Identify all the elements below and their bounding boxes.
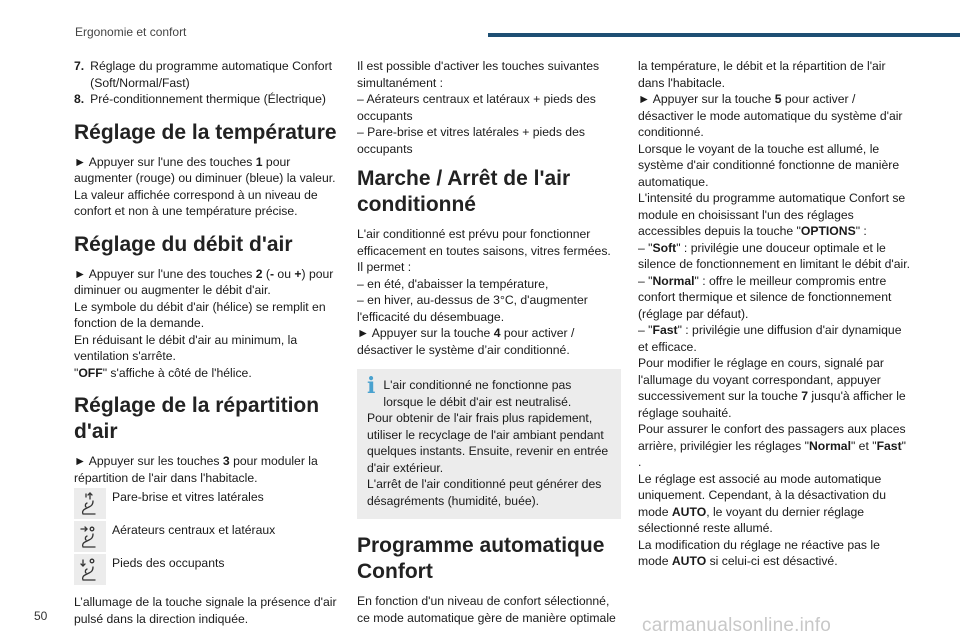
list-item-text: Pré-conditionnement thermique (Électrique): [90, 92, 326, 106]
heading-comfort-program: Programme automatique Confort: [357, 534, 605, 583]
distribution-option: [74, 554, 340, 585]
info-icon: i: [367, 373, 376, 399]
paragraph: ► Appuyer sur les touches 3 pour moduler la répartition de l'air dans l'habitacle.: [74, 454, 318, 485]
paragraph: ► Appuyer sur la touche 5 pour activer / désactiver le mode automatique du système d'air conditionné.: [638, 92, 903, 139]
paragraph: Pour assurer le confort des passagers aux places arrière, privilégier les réglages "Normal" et "Fast" .: [638, 422, 906, 469]
paragraph: ► Appuyer sur l'une des touches 1 pour augmenter (rouge) ou diminuer (bleue) la valeur.: [74, 154, 336, 185]
list-item: – en été, d'abaisser la température,: [357, 276, 549, 291]
paragraph: "OFF" s'affiche à côté de l'hélice.: [74, 365, 252, 380]
heading-air-distribution: Réglage de la répartition d'air: [74, 394, 320, 443]
paragraph: Le réglage est associé au mode automatique uniquement. Cependant, à la désactivation du mode AUTO, le voyant du dernier réglage sélectionné reste allumé.: [638, 471, 886, 535]
column-right: [638, 58, 912, 570]
distribution-option: [74, 488, 340, 519]
heading-air-conditioning: Marche / Arrêt de l'air conditionné: [357, 167, 571, 216]
list-item: [74, 91, 340, 108]
column-middle: [357, 58, 621, 626]
paragraph: En fonction d'un niveau de confort sélectionné, ce mode automatique gère de manière optimale: [357, 594, 616, 625]
list-item-number: 8.: [74, 92, 85, 106]
list-item: [74, 58, 340, 91]
list-item-number: 7.: [74, 59, 85, 73]
paragraph: Pour modifier le réglage en cours, signalé par l'allumage du voyant correspondant, appuyer successivement sur la touche 7 jusqu'à afficher le réglage souhaité.: [638, 356, 906, 420]
list-item: – "Soft" : privilégie une douceur optimale et le silence de fonctionnement en limitant le débit d'air.: [638, 240, 910, 271]
page-number: 50: [34, 609, 48, 623]
header-accent-bar: [488, 33, 960, 37]
section-header: Ergonomie et confort: [75, 25, 187, 39]
info-text: Pour obtenir de l'air frais plus rapidement, utiliser le recyclage de l'air ambiant pendant quelques instants. Ensuite, revenir en entrée d'air extérieur.: [367, 411, 609, 475]
paragraph: ► Appuyer sur l'une des touches 2 (- ou +) pour diminuer ou augmenter le débit d'air.: [74, 266, 334, 297]
paragraph: Il permet :: [357, 260, 412, 274]
paragraph: La modification du réglage ne réactive pas le mode AUTO si celui-ci est désactivé.: [638, 537, 880, 568]
windscreen-airflow-icon: [74, 488, 106, 519]
paragraph: L'air conditionné est prévu pour fonctionner efficacement en toutes saisons, vitres fermées.: [357, 227, 611, 258]
paragraph: Il est possible d'activer les touches suivantes simultanément :: [357, 59, 600, 90]
paragraph: ► Appuyer sur la touche 4 pour activer / désactiver le système d’air conditionné.: [357, 326, 575, 357]
heading-air-flow: Réglage du débit d'air: [74, 232, 293, 256]
info-text: L'air conditionné ne fonctionne pas lorsque le débit d'air est neutralisé.: [383, 378, 572, 409]
paragraph: Lorsque le voyant de la touche est allumé, le système d'air conditionné fonctionne de manière automatique.: [638, 141, 900, 189]
distribution-label: Pare-brise et vitres latérales: [112, 490, 264, 504]
central-vents-airflow-icon: [74, 521, 106, 552]
column-left: [74, 58, 340, 627]
list-item: – "Fast" : privilégie une diffusion d'air dynamique et efficace.: [638, 323, 902, 354]
paragraph: L’allumage de la touche signale la présence d'air pulsé dans la direction indiquée.: [74, 595, 337, 626]
list-item-text: Réglage du programme automatique Confort (Soft/Normal/Fast): [90, 59, 333, 90]
distribution-label: Pieds des occupants: [112, 556, 225, 570]
paragraph: L'intensité du programme automatique Confort se module en choisissant l'un des réglages accessibles depuis la touche "OPTIONS" :: [638, 191, 906, 238]
list-item: – Pare-brise et vitres latérales + pieds des occupants: [357, 125, 585, 156]
paragraph: En réduisant le débit d'air au minimum, la ventilation s'arrête.: [74, 332, 298, 363]
info-box: [357, 369, 621, 519]
distribution-option: [74, 521, 340, 552]
footwell-airflow-icon: [74, 554, 106, 585]
info-text: L'arrêt de l'air conditionné peut générer des désagréments (humidité, buée).: [367, 477, 602, 508]
list-item: – en hiver, au-dessus de 3°C, d'augmenter l'efficacité du désembuage.: [357, 293, 588, 324]
list-item: – Aérateurs centraux et latéraux + pieds des occupants: [357, 92, 596, 123]
distribution-label: Aérateurs centraux et latéraux: [112, 523, 276, 537]
paragraph: Le symbole du débit d'air (hélice) se remplit en fonction de la demande.: [74, 299, 326, 330]
list-item: – "Normal" : offre le meilleur compromis entre confort thermique et silence de fonctionnement (réglage par défaut).: [638, 273, 892, 321]
heading-temperature: Réglage de la température: [74, 120, 337, 144]
paragraph: la température, le débit et la répartition de l'air dans l'habitacle.: [638, 59, 886, 90]
paragraph: La valeur affichée correspond à un niveau de confort et non à une température précise.: [74, 187, 318, 218]
watermark: carmanualsonline.info: [642, 615, 832, 636]
